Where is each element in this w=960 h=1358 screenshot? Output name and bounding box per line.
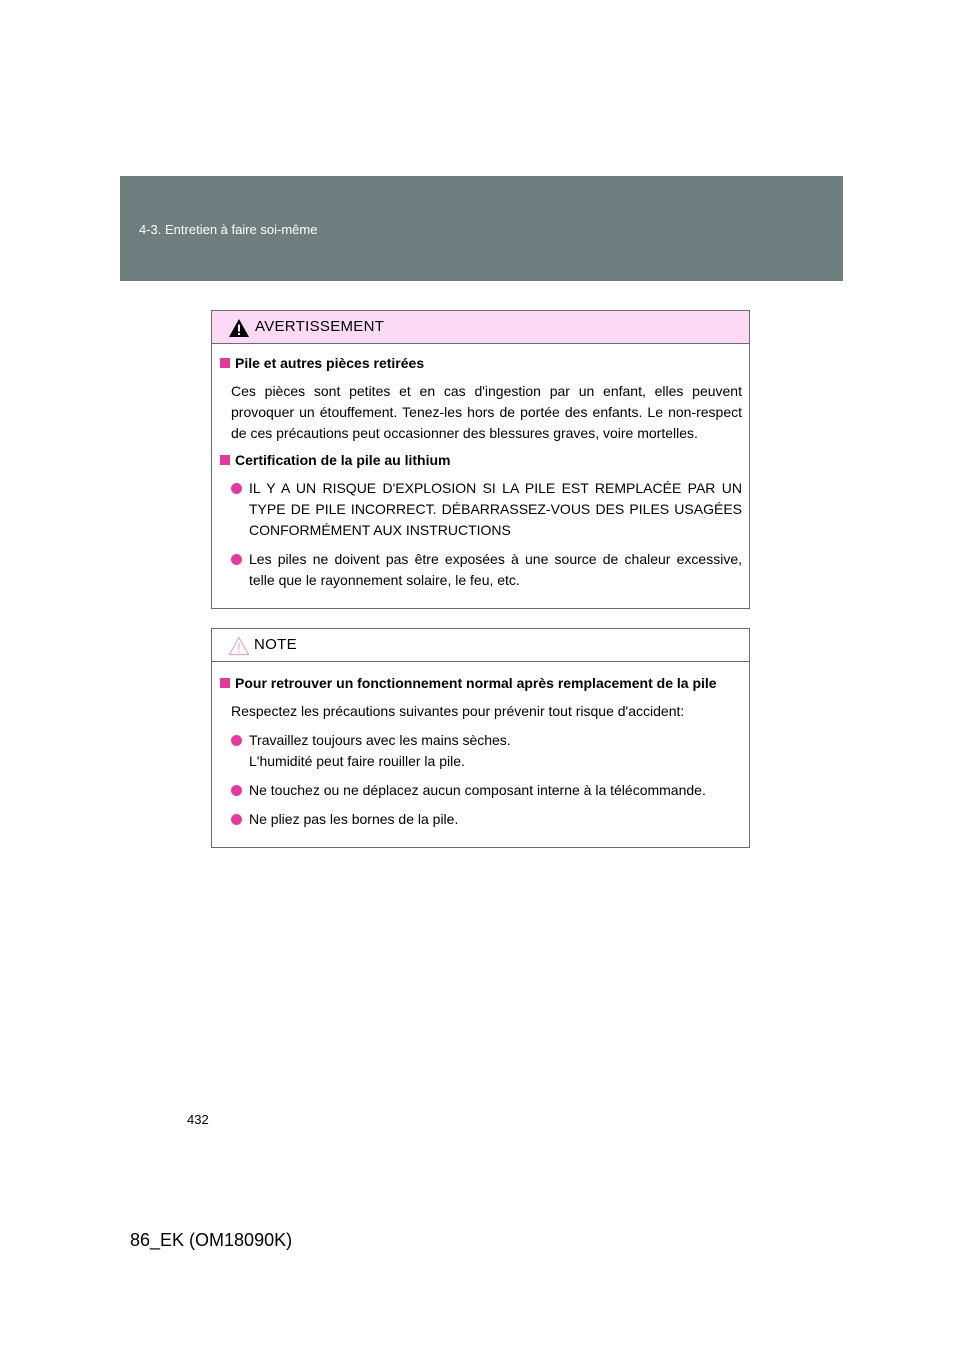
note-box xyxy=(211,628,750,848)
warning-triangle-outline-icon xyxy=(228,636,250,656)
warning-item-title: Certification de la pile au lithium xyxy=(219,450,742,471)
round-bullet-icon xyxy=(231,814,242,825)
round-bullet-icon xyxy=(231,483,242,494)
note-item-title: Pour retrouver un fonctionnement normal après remplacement de la pile xyxy=(219,673,742,694)
square-bullet-icon xyxy=(220,455,230,465)
document-code: 86_EK (OM18090K) xyxy=(130,1230,293,1250)
page-number: 432 xyxy=(187,1112,209,1127)
list-item: Ne pliez pas les bornes de la pile. xyxy=(219,809,742,830)
warning-item-text: Ces pièces sont petites et en cas d'ingestion par un enfant, elles peuvent provoquer un étouffement. Tenez-les hors de portée des enfants. Le non-respect de ces précautions peut occasionner des blessures graves, voire mortelles. xyxy=(231,383,742,441)
round-bullet-icon xyxy=(231,554,242,565)
list-item: Ne touchez ou ne déplacez aucun composant interne à la télécommande. xyxy=(219,780,742,801)
square-bullet-icon xyxy=(220,678,230,688)
warning-header xyxy=(212,311,749,344)
warning-triangle-filled-icon xyxy=(228,318,250,338)
list-item: Les piles ne doivent pas être exposées à une source de chaleur excessive, telle que le rayonnement solaire, le feu, etc. xyxy=(219,549,742,591)
warning-box xyxy=(211,310,750,609)
list-item: IL Y A UN RISQUE D'EXPLOSION SI LA PILE EST REMPLACÉE PAR UN TYPE DE PILE INCORRECT. DÉBARRASSEZ-VOUS DES PILES USAGÉES CONFORMÉMENT AUX INSTRUCTIONS xyxy=(219,478,742,541)
note-label: NOTE xyxy=(254,636,297,653)
round-bullet-icon xyxy=(231,785,242,796)
warning-item-title: Pile et autres pièces retirées xyxy=(219,353,742,374)
warning-label: AVERTISSEMENT xyxy=(255,318,385,335)
square-bullet-icon xyxy=(220,358,230,368)
section-title: 4-3. Entretien à faire soi-même xyxy=(139,222,318,237)
note-header xyxy=(212,629,749,662)
note-item-text: Respectez les précautions suivantes pour prévenir tout risque d'accident: xyxy=(231,703,685,719)
list-item: Travaillez toujours avec les mains sèches. L'humidité peut faire rouiller la pile. xyxy=(219,730,742,772)
round-bullet-icon xyxy=(231,735,242,746)
